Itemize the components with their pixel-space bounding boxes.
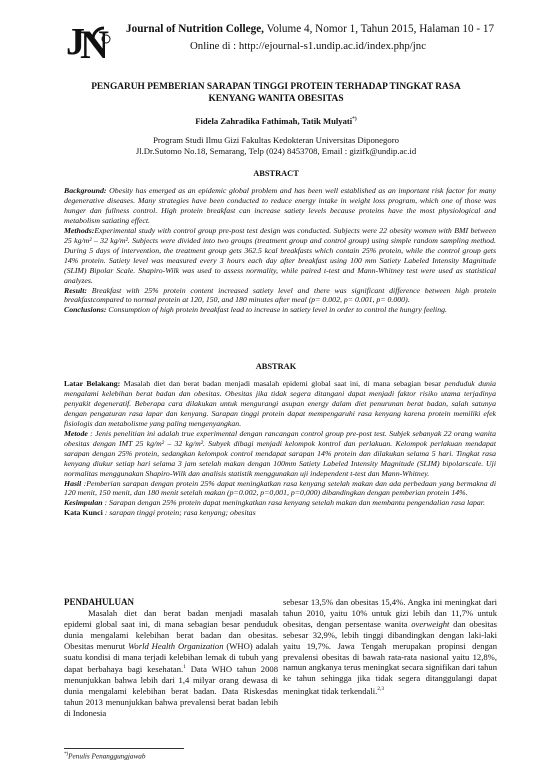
affiliation-line-1: Program Studi Ilmu Gizi Fakultas Kedokteran Universitas Diponegoro	[153, 135, 399, 145]
author-affiliation	[60, 135, 492, 157]
abstract-background-text: Obesity has emerged as an epidemic global problem and has been well established as an important risk factor for many degenerative diseases. Many strategies have been conducted to reduce energy intake in weight loss program, which one of those was hunger dan fullness control. High protein breakfast can increase satiety levels because proteins have the most physiological and metabolism satiating effect.	[64, 186, 496, 225]
abstrak-kesimpulan	[64, 498, 496, 508]
abstrak-kata-kunci	[64, 508, 496, 518]
journal-online-url: Online di : http://ejournal-s1.undip.ac.id/index.php/jnc	[190, 40, 426, 52]
journal-name: Journal of Nutrition College,	[126, 23, 264, 35]
abstrak-body	[64, 379, 496, 518]
abstract-methods-label: Methods:	[64, 225, 95, 235]
affiliation-line-2: Jl.Dr.Sutomo No.18, Semarang, Telp (024) 8453708, Email : gizifk@undip.ac.id	[135, 146, 417, 157]
abstract-background-label: Background:	[64, 186, 107, 195]
section-heading-pendahuluan: PENDAHULUAN	[64, 597, 135, 607]
intro-right-a: sebesar 13,5% dan obesitas 15,4%. Angka ini meningkat dari tahun 2010, yaitu 10% untuk gizi lebih dan 11,7% untuk obesitas, dengan persentase wanita	[283, 597, 497, 629]
abstract-result-text: Breakfast with 25% protein content increased satiety level and there was significant difference between high protein breakfastcompared to normal protein at 120, 150, and 180 minutes after meal (p= 0.002, p= 0.001, p= 0.000).	[64, 285, 496, 305]
abstrak-kesimpulan-label: Kesimpulan	[64, 498, 103, 508]
intro-text-b: (WHO) adalah suatu kondisi di mana terjadi kelebihan lemak di tubuh yang dapat berbahaya bagi kesehatan.	[64, 640, 278, 675]
title-line-2: KENYANG WANITA OBESITAS	[208, 94, 344, 104]
abstrak-latar-label: Latar Belakang:	[64, 379, 121, 388]
abstrak-latar-text: Masalah diet dan berat badan menjadi masalah epidemi global saat ini, di mana sebagian besar	[120, 379, 441, 388]
footnote	[64, 752, 145, 760]
article-title	[70, 81, 482, 105]
abstract-conclusions-text: Consumption of high protein breakfast lead to increase in satiety level in order to control the hungry feeling.	[106, 305, 447, 315]
abstrak-hasil-label: Hasil	[64, 478, 82, 488]
intro-continuation	[283, 597, 497, 697]
intro-right-b: dan obesitas sebesar 32,9%, lebih tinggi dibandingkan dengan laki-laki yaitu 19,7%. Jawa Tengah merupakan propinsi dengan prevalensi obesitas di bawah rata-rata nasional yaitu 12,8%, namun angkanya terus meningkat secara signifikan dari tahun ke tahun sehingga jika tidak segera ditanggulangi dapat meningkat tidak terkendali.	[283, 618, 497, 697]
abstrak-kata-kunci-text: : sarapan tinggi protein; rasa kenyang; obesitas	[102, 508, 256, 518]
intro-text-c: Data WHO tahun 2008 menunjukkan bahwa lebih dari 1,4 milyar orang dewasa di dunia mengalami kelebihan berat badan. Data Riskesdas tahun 2013 menunjukkan bahwa prevalensi berat badan lebih di Indonesia	[64, 664, 278, 718]
intro-ref-1: 1	[183, 664, 186, 671]
abstrak-heading: ABSTRAK	[255, 362, 297, 371]
abstract-methods-text: Experimental study with control group pre-post test design was conducted. Subjects were 22 obesity women with BMI between 25 kg/m² – 32 kg/m². Subjects were divided into two groups (treatment group and control group) using simple random sampling method. During 5 days of intervention, the treatment group gets 362.5 kcal breakfasts which contain 25% protein, while the control group gets 14% protein. Satiety level was measured every 3 hours each day after breakfast using 100 mm Satiety Labeled Intensity Magnitude (SLIM) Bipolar Scale. Shapiro-Wilk was used to assess normality, while paired t-test and Mann-Whitney test were used as statistical analyzes.	[64, 225, 496, 285]
abstrak-kata-kunci-label: Kata Kunci	[64, 508, 103, 518]
abstract-body	[64, 186, 496, 315]
intro-overweight: overweight	[411, 618, 450, 629]
svg-text:N: N	[80, 22, 109, 64]
abstrak-metode-text: : Jenis penelitian ini adalah true experimental dengan rancangan control group pre-post test. Subjek sebanyak 22 orang wanita obesitas dengan IMT 25 kg/m² – 32 kg/m². Subyek dibagi menjadi kelompok kontrol dan perlakuan. Kelompok perlakuan mendapat sarapan dengan 25% protein, sedangkan kelompok control mendapat sarapan 14% protein dan dilakukan selama 5 hari. Tingkat rasa kenyang diukur setiap hari selama 3 jam setelah makan dengan 100mm Satiety Labeled Intensity Magnitude (SLIM) bipolarscale. Uji normalitas menggunakan Shapiro-Wilk dan analisis statistik menggunakan uji independent t-test dan Mann-Whitney.	[64, 428, 496, 478]
body-column-left	[64, 597, 278, 719]
journal-volume: Volume 4, Nomor 1, Tahun 2015, Halaman 10 - 17	[263, 23, 495, 35]
abstrak-latar	[64, 379, 496, 429]
journal-logo	[64, 18, 124, 64]
abstract-methods	[64, 226, 496, 286]
abstrak-metode	[64, 429, 496, 479]
abstrak-hasil-text: :Pemberian sarapan dengan protein 25% dapat meningkatkan rasa kenyang setelah makan dan ada perbedaan yang bermakna di 120 menit, 150 menit, dan 180 menit setelah makan (p=0.002, p=0,001, p=0,000) dibandingkan dengan pemberian protein 14%.	[64, 478, 496, 498]
abstrak-hasil	[64, 479, 496, 499]
abstract-result-label: Result:	[64, 285, 87, 295]
intro-ref-2-3: 2,3	[377, 686, 385, 693]
footnote-rule	[64, 748, 184, 749]
journal-citation	[126, 23, 494, 35]
article-authors	[70, 116, 482, 126]
abstract-result	[64, 286, 496, 306]
author-names: Fidela Zahradika Fathimah, Tatik Mulyati	[195, 116, 353, 126]
title-line-1: PENGARUH PEMBERIAN SARAPAN TINGGI PROTEIN TERHADAP TINGKAT RASA	[91, 82, 461, 92]
svg-text:J: J	[66, 21, 85, 63]
abstract-conclusions	[64, 305, 496, 315]
abstrak-latar-italic: penduduk dunia mengalami kelebihan berat badan dan obesitas. Obesitas jika tidak segera ditangani dapat menjadi faktor risiko utama terjadinya penyakit degeneratif. Beberapa cara dilakukan untuk mengurangi asupan energy dalam diet penurunan berat badan, salah satunya dengan pengaturan rasa lapar dan kenyang. Sarapan tinggi protein dapat mempengaruhi rasa kenyang karena protein memiliki efek fisiologis dan metabolisme yang paling mengenyangkan.	[64, 379, 497, 428]
footnote-text: Penulis Penanggungjawab	[68, 752, 146, 761]
abstract-heading: ABSTRACT	[253, 169, 299, 178]
abstract-background	[64, 186, 496, 226]
abstrak-kesimpulan-text: : Sarapan dengan 25% protein dapat meningkatkan rasa kenyang setelah makan dan membantu pengendalian rasa lapar.	[102, 498, 485, 508]
journal-header	[64, 18, 504, 64]
intro-text-a: Masalah diet dan berat badan menjadi masalah epidemi global saat ini, di mana sebagian besar penduduk dunia mengalami kelebihan berat badan dan obesitas. Obesitas menurut	[64, 607, 278, 651]
body-column-right	[283, 597, 497, 697]
intro-paragraph	[64, 608, 278, 719]
footnote-mark: *)	[64, 752, 69, 757]
abstrak-metode-label: Metode	[64, 428, 88, 438]
author-mark: *)	[352, 116, 357, 123]
intro-who: World Health Organization	[128, 640, 224, 651]
abstract-conclusions-label: Conclusions:	[64, 305, 107, 315]
